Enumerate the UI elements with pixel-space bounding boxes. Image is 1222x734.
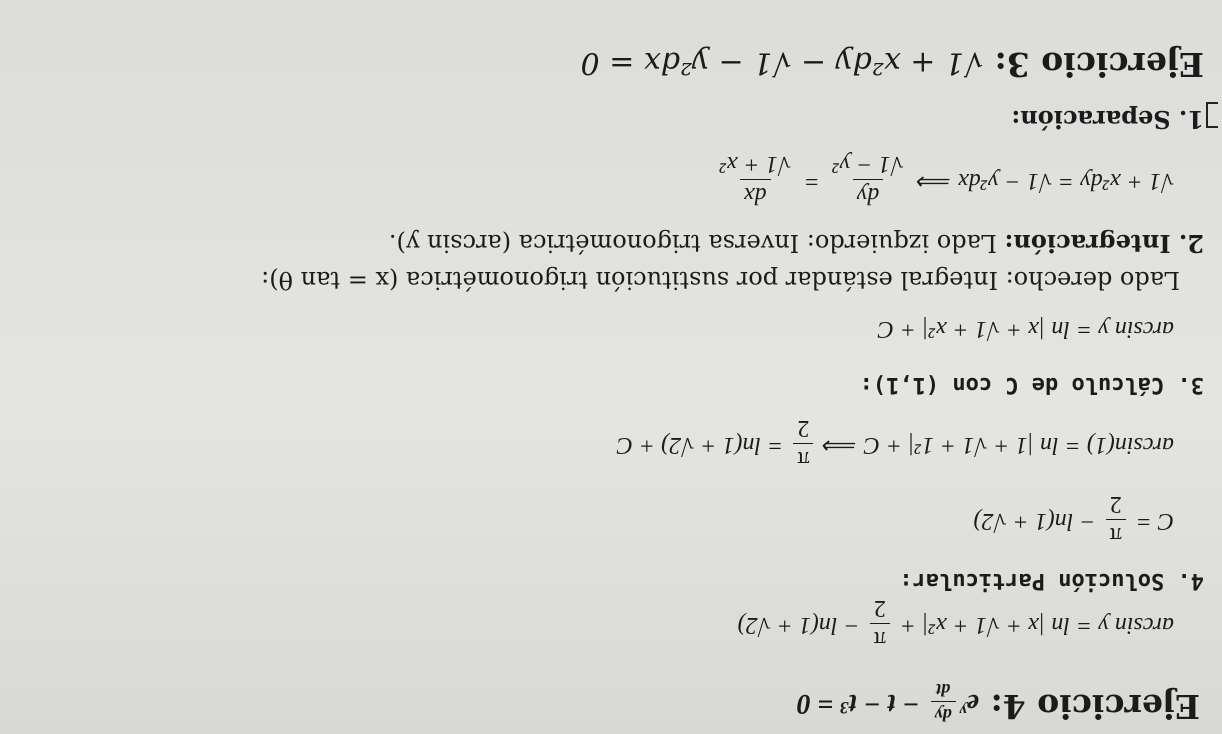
step1-fraction-1 xyxy=(828,150,907,208)
step2-right-text xyxy=(261,266,1180,294)
step3-arcsin-equation xyxy=(616,414,1174,472)
step2-result-line xyxy=(878,315,1174,344)
step3-line1-fraction xyxy=(793,414,813,472)
step2-result: arcsin y = ln |x + √1 + x²| + C xyxy=(877,316,1174,342)
step1-title: 1. Separación: xyxy=(1011,105,1204,134)
exercise-4-exp-base: e xyxy=(966,688,980,719)
step4-equation xyxy=(737,594,1174,652)
step1-equation-line xyxy=(712,150,1174,208)
exercise-3-equation: √1 + x²dy − √1 − y²dx = 0 xyxy=(580,45,984,80)
exercise-4-label: Ejercicio 4: xyxy=(990,687,1200,726)
step1-equation xyxy=(712,150,1174,208)
step1-frac1-den: √1 − y² xyxy=(832,150,904,177)
exercise-3-heading xyxy=(581,45,1204,84)
text-cursor-bracket-icon xyxy=(1206,102,1218,128)
step4-eq-left: arcsin y = ln |x + √1 + x²| + xyxy=(899,611,1174,638)
step3-arcsin-line xyxy=(617,414,1174,472)
step3-title: 3. Cálculo de C con (1,1): xyxy=(859,372,1204,397)
step2-title: 2. Integración: xyxy=(1004,229,1204,258)
step2-right-description: Lado derecho: Integral estándar por sustitución trigonométrica (x = tan θ): xyxy=(261,266,1180,294)
step1-eq-mid: = xyxy=(804,167,819,194)
step3-c-line xyxy=(973,490,1174,548)
exercise-3-label: Ejercicio 3: xyxy=(994,45,1204,84)
step1-frac1-num: dy xyxy=(853,179,884,208)
step3-line1-right: = ln(1 + √2) + C xyxy=(616,431,784,458)
exercise-4-frac-den: dt xyxy=(936,679,951,700)
step4-eq-right: − ln(1 + √2) xyxy=(737,611,860,638)
step4-title: 4. Solución Particular: xyxy=(899,568,1204,593)
step3-line2-frac-den: 2 xyxy=(1109,490,1122,517)
step4-frac-num: π xyxy=(870,623,890,652)
exercise-4-frac-num: dy xyxy=(931,701,956,724)
step4-frac-den: 2 xyxy=(873,594,886,621)
step3-line2-left: C = xyxy=(1135,507,1174,534)
step3-heading xyxy=(860,372,1204,400)
step1-frac2-den: √1 + x² xyxy=(719,150,791,177)
step3-line2-right: − ln(1 + √2) xyxy=(973,507,1096,534)
step4-solution-line xyxy=(738,594,1174,652)
step3-line1-frac-num: π xyxy=(793,443,813,472)
exercise-4-eq-rest: − t − t³ = 0 xyxy=(796,688,920,719)
step3-line2-frac-num: π xyxy=(1106,519,1126,548)
step3-c-equation xyxy=(973,490,1174,548)
step2-left-description: Lado izquierdo: Inversa trigonométrica (arcsin y). xyxy=(388,229,997,257)
step3-line1-left: arcsin(1) = ln |1 + √1 + 1²| + C ⟹ xyxy=(823,431,1174,458)
step1-frac2-num: dx xyxy=(740,179,771,208)
step2-heading xyxy=(389,229,1204,258)
step1-fraction-2 xyxy=(716,150,795,208)
exercise-4-exp-sup: y xyxy=(959,701,967,719)
exercise-4-fraction xyxy=(931,679,956,724)
step1-heading xyxy=(1011,105,1204,134)
step4-heading xyxy=(899,568,1204,596)
exercise-4-heading xyxy=(797,679,1200,726)
step3-line2-fraction xyxy=(1106,490,1126,548)
exercise-4-equation xyxy=(796,679,980,725)
step4-fraction xyxy=(870,594,890,652)
step3-line1-frac-den: 2 xyxy=(797,414,810,441)
step1-eq-left: √1 + x²dy = √1 − y²dx ⟹ xyxy=(917,167,1174,194)
